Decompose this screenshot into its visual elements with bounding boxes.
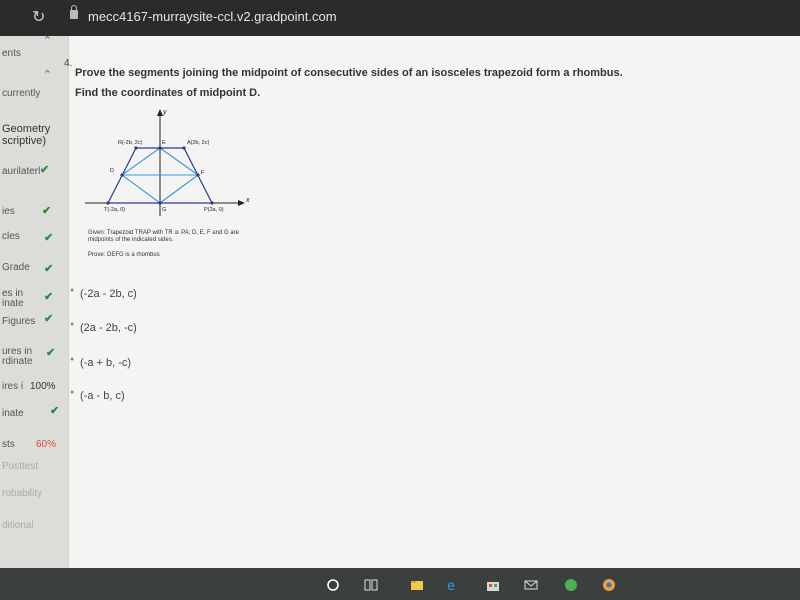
check-icon: ✔ [40, 164, 50, 176]
check-icon: ✔ [42, 205, 52, 217]
app-icon[interactable] [564, 578, 578, 592]
progress-percent: 60% [36, 439, 57, 450]
sidebar-item-label: robability [2, 488, 43, 499]
option-label: (-a + b, -c) [80, 357, 132, 369]
svg-text:e: e [447, 579, 455, 592]
label-r: R(-2b, 2c) [118, 140, 143, 146]
check-icon: ✔ [46, 347, 56, 359]
prove-text: Prove: DEFG is a rhombus [88, 252, 160, 258]
midpoint-e [158, 146, 161, 149]
midpoint-f [196, 173, 199, 176]
sidebar-item-label: ents [2, 48, 21, 59]
trapezoid-figure [80, 108, 250, 218]
sidebar-item-label: ires i [2, 381, 24, 392]
task-view-icon[interactable] [364, 578, 378, 592]
vertex-a [182, 146, 185, 149]
sidebar-item-label: Grade [2, 262, 30, 273]
midpoint-g [158, 201, 161, 204]
file-explorer-icon[interactable] [410, 578, 424, 592]
option-label: (2a - 2b, -c) [80, 322, 137, 334]
label-f: F [201, 170, 205, 176]
check-icon: ✔ [44, 263, 54, 275]
question-number: 4. [64, 58, 73, 69]
sidebar-item-label: es in [2, 288, 24, 299]
option-label: (-2a - 2b, c) [80, 288, 137, 300]
vertex-r [134, 146, 137, 149]
sidebar-item-label: Posttest [2, 461, 39, 472]
reload-icon[interactable]: ↻ [32, 9, 46, 26]
radio-icon[interactable]: ● [70, 389, 75, 396]
check-icon: ✔ [50, 405, 60, 417]
option-label: (-a - b, c) [80, 390, 125, 402]
question-title: Prove the segments joining the midpoint of consecutive sides of an isosceles trapezoid form a rhombus. [75, 67, 623, 79]
sidebar-item-label: rdinate [2, 356, 33, 367]
label-a: A(2b, 2c) [187, 140, 210, 146]
y-axis-label: y [163, 109, 167, 116]
sidebar-item-label: scriptive) [2, 135, 47, 147]
edge-browser-icon[interactable] [446, 578, 460, 592]
radio-icon[interactable]: ● [70, 287, 75, 294]
sidebar-item-label: ies [2, 206, 15, 217]
label-e: E [162, 140, 166, 146]
lock-icon [70, 10, 78, 19]
label-t: T(-2a, 0) [104, 207, 126, 213]
url-text[interactable]: mecc4167-murraysite-ccl.v2.gradpoint.com [88, 9, 337, 24]
midpoint-d [120, 173, 123, 176]
progress-percent: 100% [30, 381, 56, 392]
sidebar-item-label: Geometry [2, 123, 51, 135]
store-icon[interactable] [486, 578, 500, 592]
x-axis-label: x [246, 197, 250, 204]
sidebar-item-label: ures in [2, 346, 33, 357]
question-subtitle: Find the coordinates of midpoint D. [75, 87, 261, 99]
sidebar-item-label: sts [2, 439, 15, 450]
sidebar-item-label: inate [2, 408, 24, 419]
vertex-t [106, 201, 109, 204]
sidebar-item-label: cles [2, 231, 20, 242]
sidebar-item-label: aurilaterl [2, 166, 41, 177]
check-icon: ✔ [44, 313, 54, 325]
vertex-p [210, 201, 213, 204]
chevron-up-icon[interactable]: ⌃ [42, 36, 52, 47]
label-p: P(2a, 0) [204, 207, 224, 213]
radio-icon[interactable]: ● [70, 356, 75, 363]
x-axis-arrow [238, 200, 245, 206]
chrome-icon[interactable] [602, 578, 616, 592]
given-text: Given: Trapezoid TRAP with TR ≅ PA; D, E, F and G are midpoints of the indicated sides. [88, 230, 239, 243]
sidebar-item-label: ditional [2, 520, 34, 531]
label-g: G [162, 207, 167, 213]
chevron-up-icon[interactable]: ⌃ [42, 69, 52, 81]
label-d: D [110, 168, 114, 174]
cortana-icon[interactable] [326, 578, 340, 592]
course-sidebar [0, 36, 69, 568]
check-icon: ✔ [44, 291, 54, 303]
sidebar-item-label: Figures [2, 316, 36, 327]
mail-icon[interactable] [524, 578, 538, 592]
radio-icon[interactable]: ● [70, 321, 75, 328]
browser-address-bar [0, 0, 800, 36]
sidebar-item-label: currently [2, 88, 41, 99]
sidebar-item-label: inate [2, 298, 24, 309]
windows-taskbar [0, 568, 800, 600]
check-icon: ✔ [44, 232, 54, 244]
